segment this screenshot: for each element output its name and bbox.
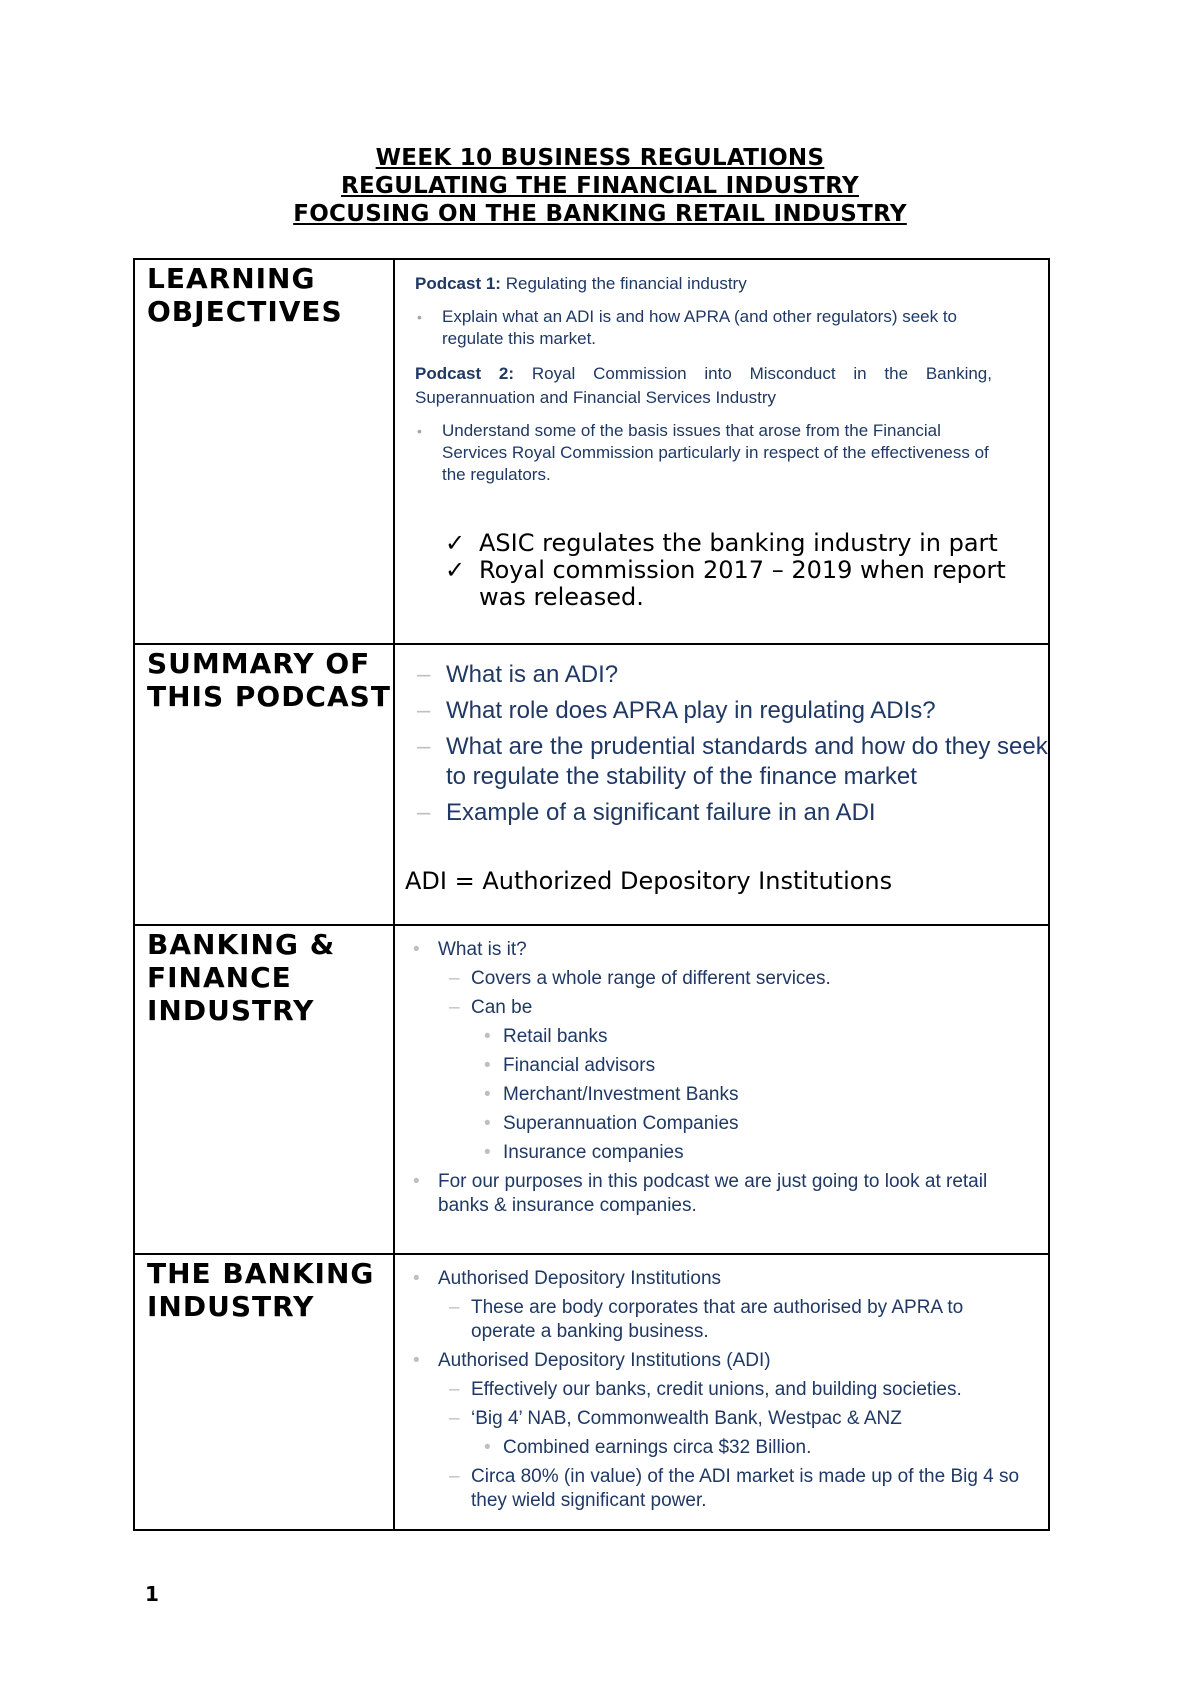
row-banking-finance [134, 925, 1049, 1254]
kind-item: • Financial advisors [411, 1054, 1028, 1078]
page-number: 1 [145, 1582, 159, 1606]
check-item: ✓ Royal commission 2017 – 2019 when report was released. [445, 556, 1006, 611]
podcast1-title: Regulating the financial industry [505, 274, 747, 293]
doc-title-line3: FOCUSING ON THE BANKING RETAIL INDUSTRY [293, 201, 907, 227]
sub-bullet: – Covers a whole range of different services. [411, 967, 1028, 991]
kind-item: • Merchant/Investment Banks [411, 1083, 1028, 1107]
checkmark-icon: ✓ [445, 556, 466, 584]
notes-table [133, 258, 1050, 1531]
sub-bullet: – Effectively our banks, credit unions, and building societies. [411, 1378, 1028, 1402]
sub-bullet: – ‘Big 4’ NAB, Commonwealth Bank, Westpac & ANZ [411, 1407, 1028, 1431]
podcast1-bullet: • Explain what an ADI is and how APRA (and other regulators) seek to regulate this market. [415, 306, 992, 350]
row-banking-industry [134, 1254, 1049, 1530]
row-summary [134, 644, 1049, 925]
kind-item: • Insurance companies [411, 1141, 1028, 1165]
bullet: • Authorised Depository Institutions (ADI) [411, 1349, 1028, 1373]
checklist [445, 530, 1048, 611]
row-label-learning: LEARNING OBJECTIVES [147, 262, 343, 328]
doc-title-line2: REGULATING THE FINANCIAL INDUSTRY [341, 173, 859, 199]
podcast2-bullet: • Understand some of the basis issues that arose from the Financial Services Royal Commission particularly in respect of the effectiveness of the regulators. [415, 420, 992, 486]
banking-industry-slide [395, 1255, 1048, 1513]
checkmark-icon: ✓ [445, 529, 466, 557]
summary-item: – What are the prudential standards and how do they seek to regulate the stability of the finance market [417, 732, 1048, 792]
bullet: • For our purposes in this podcast we are just going to look at retail banks & insurance companies. [411, 1170, 1028, 1218]
adi-definition: ADI = Authorized Depository Institutions [405, 867, 893, 895]
doc-title-line1: WEEK 10 BUSINESS REGULATIONS [375, 145, 825, 171]
sub-bullet: – Can be [411, 996, 1028, 1020]
banking-finance-slide [395, 926, 1048, 1218]
sub-bullet: – Circa 80% (in value) of the ADI market is made up of the Big 4 so they wield significant power. [411, 1465, 1028, 1513]
row-label-summary: SUMMARY OF THIS PODCAST [147, 647, 391, 713]
podcast2-title: Royal Commission into Misconduct in the Banking, Superannuation and Financial Services Industry [415, 364, 992, 407]
learning-content [394, 259, 1049, 644]
podcast1-label: Podcast 1: [415, 274, 501, 293]
summary-slide [395, 645, 1048, 828]
learning-slide [395, 260, 1048, 486]
summary-item: – What role does APRA play in regulating ADIs? [417, 696, 1048, 726]
kind-item: • Retail banks [411, 1025, 1028, 1049]
row-learning-objectives [134, 259, 1049, 644]
podcast2-label: Podcast 2: [415, 364, 515, 383]
detail-bullet: • Combined earnings circa $32 Billion. [411, 1436, 1028, 1460]
summary-item: – Example of a significant failure in an ADI [417, 798, 1048, 828]
bullet: • What is it? [411, 938, 1028, 962]
banking-finance-content [394, 925, 1049, 1254]
row-label-banking-industry: THE BANKING INDUSTRY [147, 1257, 375, 1323]
summary-item: – What is an ADI? [417, 660, 1048, 690]
check-item: ✓ ASIC regulates the banking industry in part [445, 529, 998, 557]
row-label-banking-finance: BANKING & FINANCE INDUSTRY [147, 928, 336, 1027]
summary-content [394, 644, 1049, 925]
kind-item: • Superannuation Companies [411, 1112, 1028, 1136]
sub-bullet: – These are body corporates that are authorised by APRA to operate a banking business. [411, 1296, 1028, 1344]
bullet: • Authorised Depository Institutions [411, 1267, 1028, 1291]
banking-industry-content [394, 1254, 1049, 1530]
